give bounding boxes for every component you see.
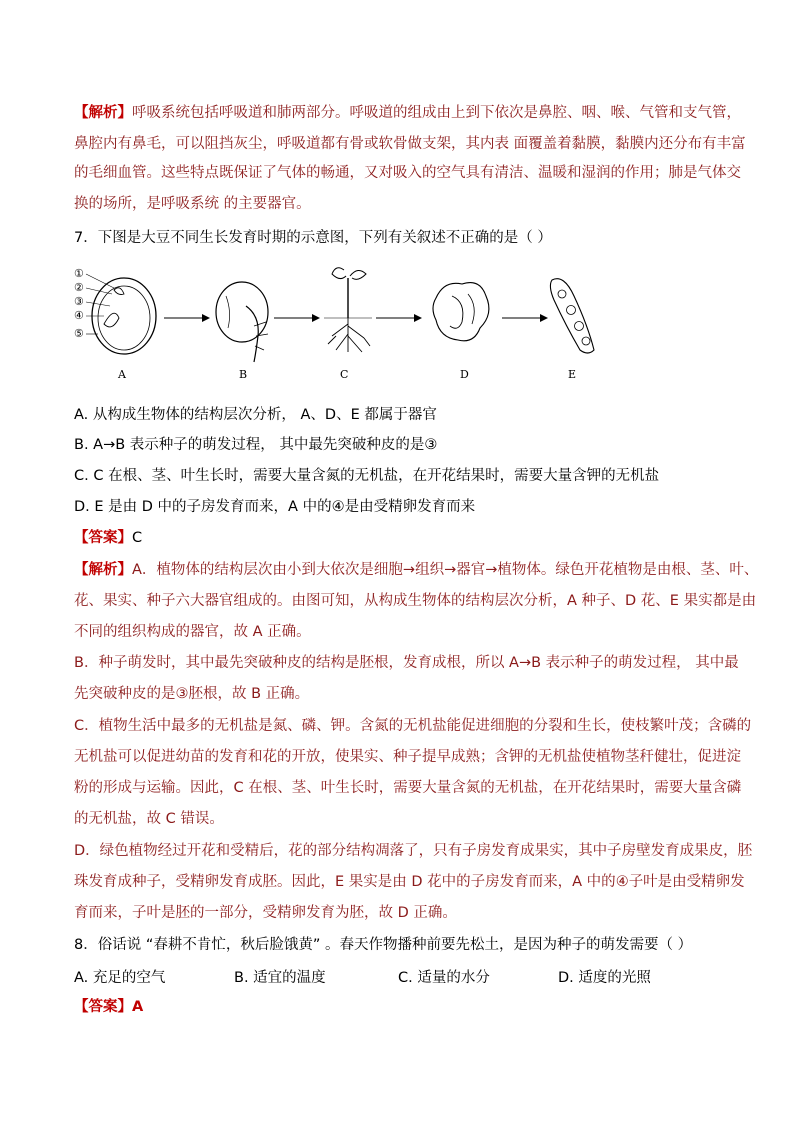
question-8-answer [74,997,143,1017]
circled-number-4: ④ [615,874,629,890]
intro-line-2: 鼻腔内有鼻毛，可以阻挡灰尘，呼吸道都有骨或软骨做支架，其内表 面覆盖着黏膜，黏膜内还分布有丰富 [74,136,746,152]
analysis-text: 先突破种皮的是 [74,686,176,702]
marker-4: ④ [74,309,84,322]
answer-value: C [132,530,143,546]
marker-1: ① [74,267,84,280]
q7-analysis-line-7: 无机盐可以促进幼苗的发育和花的开放，使果实、种子提早成熟；含钾的无机盐使植物茎秆健壮，促进淀 [74,749,741,765]
stage-a-seed [74,267,156,354]
question-7-option-b: B. A→B 表示种子的萌发过程， 其中最先突破种皮的是③ [74,437,438,453]
q7-analysis-line-2: 花、果实、种子六大器官组成的。由图可知，从构成生物体的结构层次分析，A 种子、D 花、E 果实都是由 [74,593,757,609]
question-8-option-d: D. 适度的光照 [558,970,651,986]
q7-analysis-line-5 [74,684,309,704]
q7-analysis-line-10: D．绿色植物经过开花和受精后，花的部分结构凋落了，只有子房发育成果实，其中子房壁发育成果皮，胚 [74,843,753,859]
analysis-tag: 【解析】 [74,562,132,578]
question-7-answer [74,528,142,548]
question-7-stem: 7．下图是大豆不同生长发育时期的示意图，下列有关叙述不正确的是（ ） [74,230,552,246]
answer-tag: 【答案】 [74,530,132,546]
marker-2: ② [74,281,84,294]
label-d: D [460,368,469,381]
question-7-option-a: A. 从构成生物体的结构层次分析， A、D、E 都属于器官 [74,407,437,423]
intro-line-1 [74,103,741,123]
circled-number-3: ③ [175,686,189,702]
marker-5: ⑤ [74,327,84,340]
stage-d-flower [433,283,489,341]
label-b: B [239,368,248,381]
question-7-option-c: C. C 在根、茎、叶生长时，需要大量含氮的无机盐，在开花结果时，需要大量含钾的无机盐 [74,468,660,484]
label-e: E [568,368,577,381]
analysis-text: 珠发育成种子，受精卵发育成胚。因此，E 果实是由 D 花中的子房发育而来，A 中的 [74,874,616,890]
intro-line-4: 换的场所，是呼吸系统 的主要器官。 [74,196,311,212]
q7-analysis-line-6: C．植物生活中最多的无机盐是氮、磷、钾。含氮的无机盐能促进细胞的分裂和生长，使枝繁叶茂；含磷的 [74,718,752,734]
question-8-stem: 8．俗话说 “春耕不肯忙，秋后脸饿黄” 。春天作物播种前要先松土，是因为种子的萌发需要（ ） [74,937,693,953]
question-8-option-a: A. 充足的空气 [74,970,166,986]
label-a: A [118,368,126,381]
answer-value: A [132,999,144,1015]
q7-analysis-line-12: 育而来，子叶是胚的一部分，受精卵发育为胚，故 D 正确。 [74,905,457,921]
soybean-growth-diagram [74,266,614,384]
analysis-text: 胚根，故 B 正确。 [188,686,310,702]
q7-analysis-line-8: 粉的形成与运输。因此，C 在根、茎、叶生长时，需要大量含氮的无机盐，在开花结果时，需要大量含磷 [74,780,742,796]
question-8-option-b: B. 适宜的温度 [234,970,326,986]
label-c: C [340,368,349,381]
analysis-text: 子叶是由受精卵发 [628,874,745,890]
answer-tag: 【答案】 [74,999,132,1015]
stage-e-pod [550,279,594,353]
q7-analysis-line-9: 的无机盐，故 C 错误。 [74,811,224,827]
stage-c-seedling [324,268,372,352]
question-7-option-d: D. E 是由 D 中的子房发育而来，A 中的④是由受精卵发育而来 [74,499,476,515]
q7-analysis-line-11 [74,872,745,892]
marker-3: ③ [74,295,84,308]
q7-analysis-line-4: B．种子萌发时，其中最先突破种皮的结构是胚根，发育成根，所以 A→B 表示种子的萌发过程， 其中最 [74,655,739,671]
q7-analysis-line-1 [74,560,758,580]
question-8-option-c: C. 适量的水分 [398,970,490,986]
intro-text: 呼吸系统包括呼吸道和肺两部分。呼吸道的组成由上到下依次是鼻腔、咽、喉、气管和支气管， [132,105,741,121]
q7-analysis-line-3: 不同的组织构成的器官，故 A 正确。 [74,624,311,640]
analysis-tag: 【解析】 [74,105,132,121]
stage-b-germination [216,282,268,362]
analysis-text: A．植物体的结构层次由小到大依次是细胞→组织→器官→植物体。绿色开花植物是由根、茎、叶、 [132,562,759,578]
intro-line-3: 的毛细血管。这些特点既保证了气体的畅通，又对吸入的空气具有清洁、温暖和湿润的作用；肺是气体交 [74,165,741,181]
